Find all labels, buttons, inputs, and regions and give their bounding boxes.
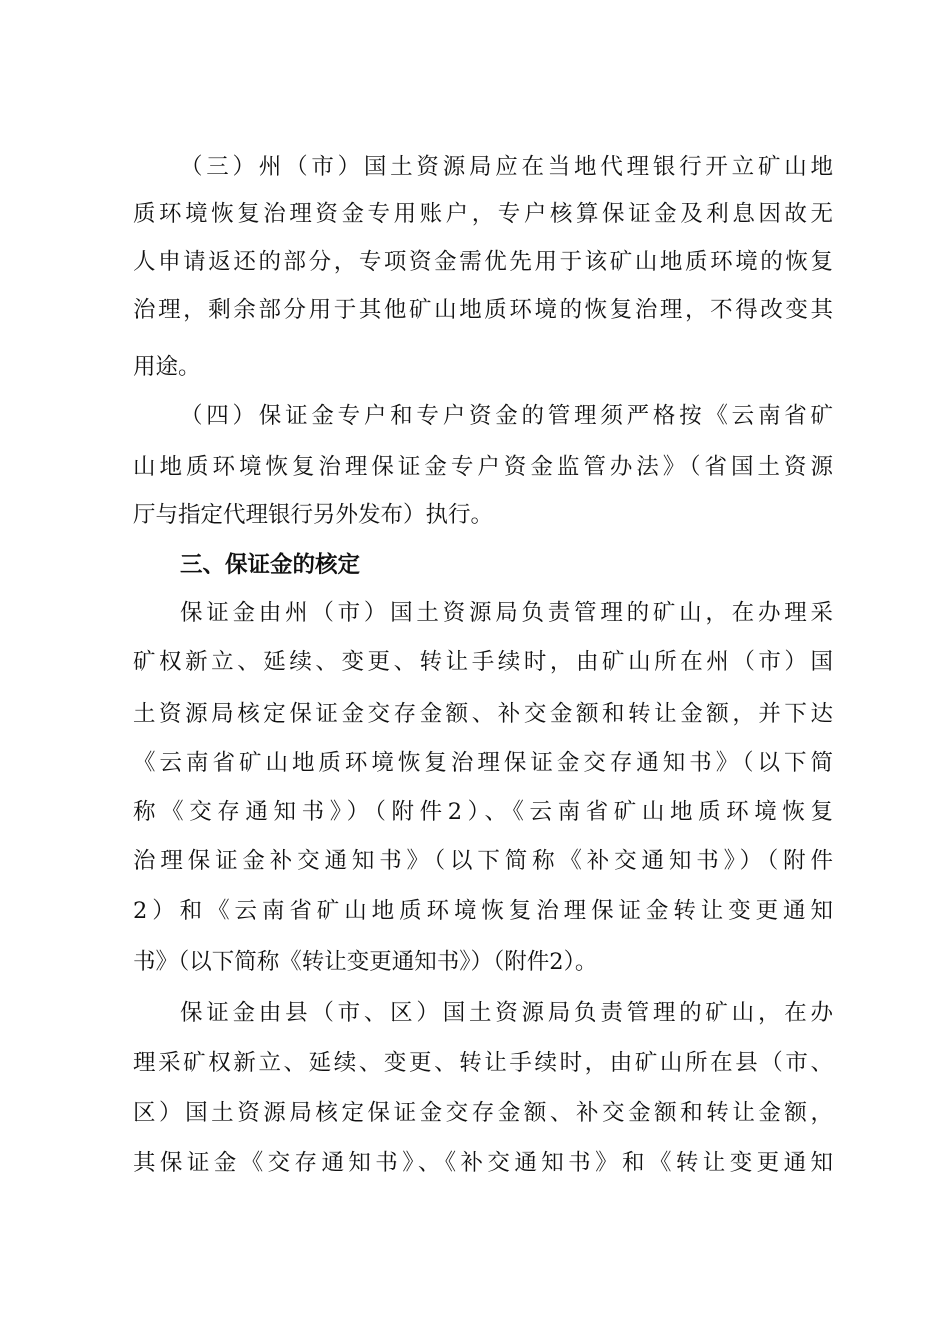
paragraph-5-line-8: 书》（以下简称《转让变更通知书》）（附件2）。	[133, 949, 598, 975]
paragraph-6-line-4: 其保证金《交存通知书》、《补交通知书》和《转让变更通知	[133, 1150, 833, 1176]
paragraph-3-line-5: 用途。	[133, 354, 201, 380]
paragraph-4-line-1: （四）保证金专户和专户资金的管理须严格按《云南省矿	[180, 403, 833, 429]
paragraph-5-line-5: 称《交存通知书》）（附件2）、《云南省矿山地质环境恢复	[133, 799, 833, 825]
section-heading: 三、保证金的核定	[180, 552, 361, 578]
paragraph-3-line-4: 治理，剩余部分用于其他矿山地质环境的恢复治理，不得改变其	[133, 297, 833, 323]
paragraph-5-line-1: 保证金由州（市）国土资源局负责管理的矿山，在办理采	[180, 600, 833, 626]
paragraph-5-line-3: 土资源局核定保证金交存金额、补交金额和转让金额，并下达	[133, 701, 833, 727]
paragraph-5-line-6: 治理保证金补交通知书》（以下简称《补交通知书》）（附件	[133, 848, 833, 874]
paragraph-4-line-3: 厅与指定代理银行另外发布）执行。	[133, 502, 494, 528]
paragraph-5-line-4: 《云南省矿山地质环境恢复治理保证金交存通知书》（以下简	[133, 750, 833, 776]
paragraph-5-line-2: 矿权新立、延续、变更、转让手续时，由矿山所在州（市）国	[133, 649, 833, 675]
paragraph-3-line-2: 质环境恢复治理资金专用账户，专户核算保证金及利息因故无	[133, 201, 833, 227]
paragraph-3-line-3: 人申请返还的部分，专项资金需优先用于该矿山地质环境的恢复	[133, 249, 833, 275]
paragraph-6-line-1: 保证金由县（市、区）国土资源局负责管理的矿山，在办	[180, 1000, 833, 1026]
paragraph-3-line-1: （三）州（市）国土资源局应在当地代理银行开立矿山地	[180, 154, 833, 180]
paragraph-4-line-2: 山地质环境恢复治理保证金专户资金监管办法》（省国土资源	[133, 454, 833, 480]
paragraph-6-line-3: 区）国土资源局核定保证金交存金额、补交金额和转让金额，	[133, 1100, 833, 1126]
paragraph-6-line-2: 理采矿权新立、延续、变更、转让手续时，由矿山所在县（市、	[133, 1050, 833, 1076]
paragraph-5-line-7: 2）和《云南省矿山地质环境恢复治理保证金转让变更通知	[133, 898, 833, 924]
